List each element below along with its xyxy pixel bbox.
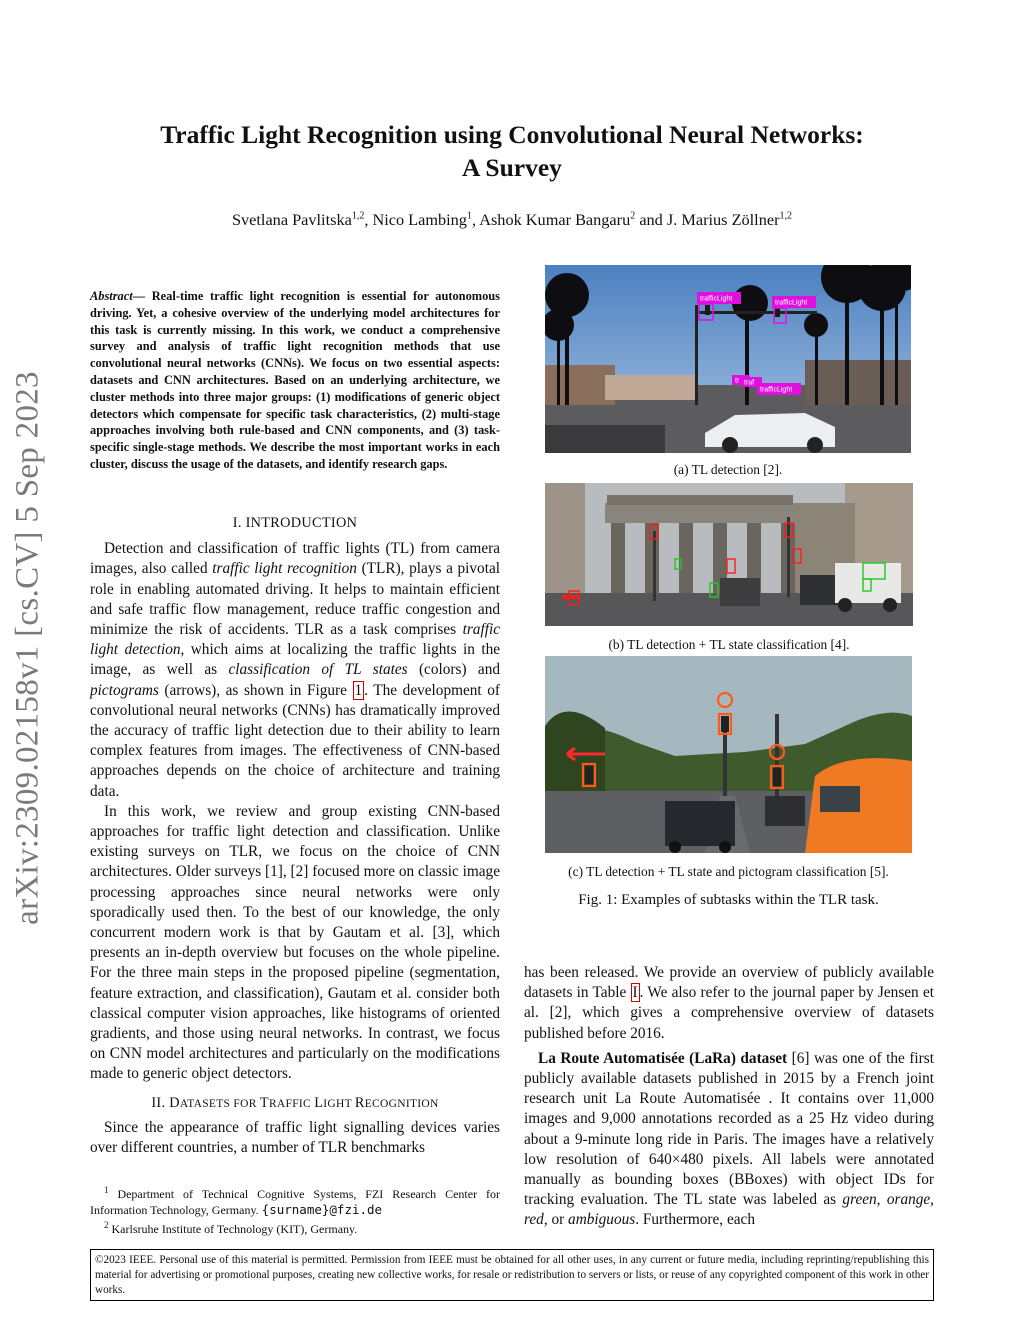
detection-label: tr — [735, 377, 740, 385]
section-1-heading: I. INTRODUCTION — [232, 515, 358, 531]
right-column — [524, 963, 934, 1231]
datasets-paragraph-2: has been released. We provide an overview of publicly available datasets in Table I . We also refer to the journal paper by Jensen et al. [2], which gives a comprehensive overview of datasets published before 2016. — [524, 964, 934, 1042]
detection-label: traf — [744, 379, 755, 387]
figure-1a-image — [545, 265, 911, 453]
author-and: and — [639, 210, 663, 229]
affiliation-sup: 1,2 — [779, 210, 792, 222]
figure-1b-image — [545, 483, 913, 626]
table-ref-link[interactable]: I — [632, 984, 638, 1002]
figure-1-caption: Fig. 1: Examples of subtasks within the TLR task. — [578, 892, 879, 908]
footnote-2: $^2$ Karlsruhe Institute of Technology (KIT), Germany. — [104, 1220, 358, 1236]
intro-paragraph-1: Detection and classification of traffic lights (TL) from camera images, also called traffic light recognition (TLR), plays a pivotal role in enabling automated driving. It helps to maintain efficient and safe traffic flow management, reduce traffic congestion and minimize the risk of accidents. TLR as a task comprises traffic light detection, which aims at localizing the traffic lights in the image, as well as classification of TL states (colors) and pictograms (arrows), as shown in Figure 1 . The development of convolutional neural networks (CNNs) has dramatically improved the accuracy of traffic light detection due to their ability to learn complex features from images. The effectiveness of CNN-based approaches depends on the choice of architecture and training data. — [90, 540, 501, 800]
abstract-label: Abstract — [90, 289, 133, 303]
email-address: {surname}@fzi.de — [261, 1202, 383, 1217]
affiliation-sup: 1,2 — [351, 210, 365, 222]
copyright-notice: ©2023 IEEE. Personal use of this material is permitted. Permission from IEEE must be obtained for all other uses, in any current or future media, including reprinting/republishing this material for advertising or promotional purposes, creating new collective works, for resale or redistribution to servers or lists, or reuse of any copyrighted component of this work in other works. — [90, 1249, 934, 1301]
author-name: Svetlana Pavlitska — [231, 210, 352, 229]
lara-dataset-name: La Route Automatisée (LaRa) dataset — [538, 1049, 788, 1067]
author-name: Nico Lambing — [372, 210, 467, 229]
section-2-heading: II. DATASETS FOR TRAFFIC LIGHT RECOGNITION — [151, 1094, 439, 1111]
detection-label: trafficLight — [775, 299, 808, 307]
author-name: J. Marius Zöllner — [666, 210, 780, 229]
left-column — [90, 513, 500, 1158]
author-name: Ashok Kumar Bangaru — [479, 210, 631, 229]
figure-1c-caption: (c) TL detection + TL state and pictogram classification [5]. — [568, 864, 889, 879]
figure-1a-caption: (a) TL detection [2]. — [673, 462, 783, 477]
paper-title — [60, 118, 964, 184]
arxiv-id: arXiv:2309.02158v1 [cs.CV] 5 Sep 2023 — [9, 370, 46, 925]
datasets-paragraph-1: Since the appearance of traffic light signalling devices varies over different countries, a number of TLR benchmarks — [90, 1118, 500, 1157]
intro-paragraph-2: In this work, we review and group existing CNN-based approaches for traffic light detection and classification. Unlike existing surveys on TLR, we focus on the choice of CNN architectures. Older surveys [1], [2] focused more on classic image processing approaches since neural networks were only sporadically used then. To the best of our knowledge, the only concurrent modern work is that by Gautam et al. [3], which presents an in-depth overview but focuses on the whole pipeline. For the three main steps in the proposed pipeline (segmentation, feature extraction, and classification), Gautam et al. consider both classical computer vision approaches, like histograms of oriented gradients, and those using neural networks. In contrast, we focus on CNN model architectures and particularly on the modifications made to generic object detectors. — [90, 802, 500, 1083]
figure-1c-image — [545, 656, 912, 853]
abstract — [90, 288, 500, 473]
footnote-1: $^1$ Department of Technical Cognitive Systems, FZI Research Center for Information Technology, Germany. {surname}@fzi.de — [90, 1185, 501, 1217]
title-line-2: A Survey — [462, 153, 562, 182]
detection-label: trafficLight — [700, 295, 733, 303]
affiliation-sup: 2 — [630, 210, 636, 222]
title-line-1: Traffic Light Recognition using Convolutional Neural Networks: — [160, 120, 864, 149]
affiliation-sup: 1 — [466, 210, 472, 222]
figure-ref-link[interactable]: 1 — [354, 681, 363, 699]
detection-label: trafficLight — [760, 386, 793, 394]
lara-dataset-paragraph: La Route Automatisée (LaRa) dataset [6] was one of the first publicly available datasets published in 2015 by a French joint research unit La Route Automatisée . It contains over 11,000 images and 9,000 annotations recorded as a 25 Hz video during about a 9-minute long ride in Paris. The images have a relatively low resolution of 640×480 pixels. All labels were annotated manually as bounding boxes (BBoxes) with object IDs for tracking evaluation. The TL state was labeled as green, orange, red, or ambiguous. Furthermore, each — [524, 1049, 935, 1229]
figure-1b-caption: (b) TL detection + TL state classification [4]. — [608, 637, 850, 652]
abstract-text: — Real-time traffic light recognition is essential for autonomous driving. Yet, a cohesive overview of the underlying model architectures for this task is currently missing. In this work, we conduct a comprehensive survey and analysis of traffic light recognition methods that use convolutional neural networks (CNNs). We focus on two essential aspects: datasets and CNN architectures. Based on an underlying architecture, we cluster methods into three major groups: (1) modifications of generic object detectors which compensate for specific task characteristics, (2) multi-stage approaches involving both rule-based and CNN components, and (3) task-specific single-stage methods. We describe the most important works in each cluster, discuss the usage of the datasets, and identify research gaps. — [90, 289, 500, 471]
author-list: Svetlana Pavlitska$^{1,2}$, Nico Lambing$^1$, Ashok Kumar Bangaru$^2$ and J. Marius Zöllner$^{1,2}$ — [231, 210, 792, 229]
footnotes — [90, 1183, 500, 1237]
arxiv-stamp — [2, 360, 54, 935]
